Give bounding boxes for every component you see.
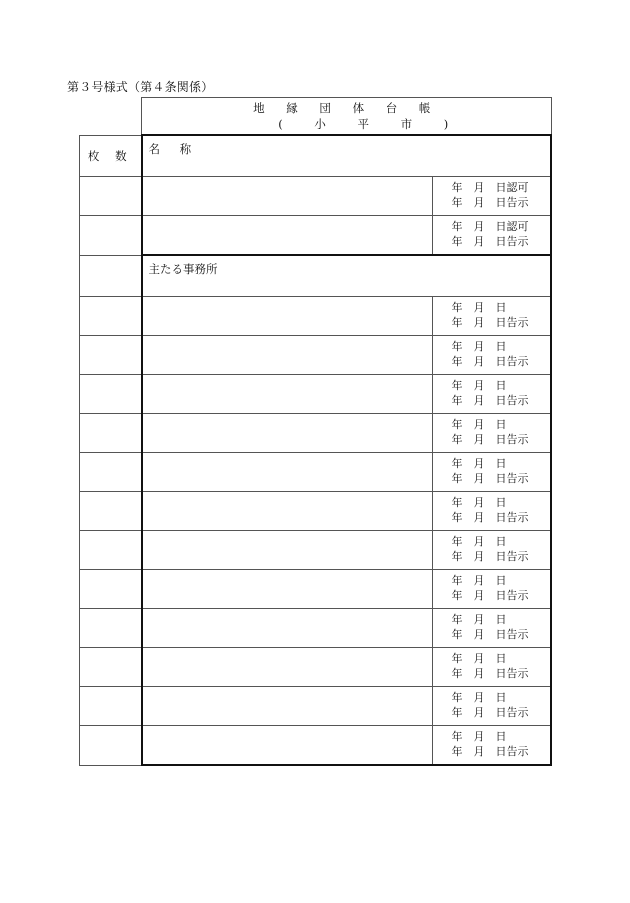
date-cell[interactable] — [433, 492, 551, 531]
count-cell[interactable] — [80, 609, 142, 648]
form-caption: 第３号様式（第４条関係） — [67, 80, 214, 94]
name-label: 名 称 — [148, 142, 200, 156]
register-entry-row — [80, 570, 552, 609]
date-cell[interactable] — [433, 336, 551, 375]
date-cell[interactable] — [433, 648, 551, 687]
date-line: 年 月 日 — [451, 574, 507, 587]
date-line: 年 月 日 — [451, 691, 507, 704]
notice-date-line: 年 月 日告示 — [451, 628, 529, 641]
count-cell[interactable] — [80, 687, 142, 726]
entry-cell[interactable] — [142, 531, 433, 570]
notice-date-line: 年 月 日告示 — [451, 550, 529, 563]
date-cell[interactable] — [433, 687, 551, 726]
date-line: 年 月 日 — [451, 457, 507, 470]
notice-date-line: 年 月 日告示 — [451, 235, 529, 248]
register-entry-row — [80, 216, 552, 256]
register-city: ( 小 平 市 ) — [278, 117, 463, 131]
title-row — [80, 98, 552, 136]
entry-cell[interactable] — [142, 726, 433, 766]
entry-cell[interactable] — [142, 453, 433, 492]
register-entry-row — [80, 609, 552, 648]
count-cell[interactable] — [80, 255, 142, 297]
entry-cell[interactable] — [142, 216, 433, 256]
count-cell[interactable] — [80, 177, 142, 216]
office-label: 主たる事務所 — [148, 262, 218, 276]
entry-cell[interactable] — [142, 414, 433, 453]
entry-cell[interactable] — [142, 570, 433, 609]
count-cell[interactable] — [80, 297, 142, 336]
entry-cell[interactable] — [142, 297, 433, 336]
count-cell[interactable] — [80, 492, 142, 531]
date-cell[interactable] — [433, 531, 551, 570]
count-cell[interactable] — [80, 336, 142, 375]
notice-date-line: 年 月 日告示 — [451, 196, 529, 209]
entry-cell[interactable] — [142, 375, 433, 414]
register-entry-row — [80, 177, 552, 216]
entry-cell[interactable] — [142, 492, 433, 531]
entry-cell[interactable] — [142, 609, 433, 648]
notice-date-line: 年 月 日告示 — [451, 433, 529, 446]
date-cell[interactable] — [433, 453, 551, 492]
office-field[interactable] — [142, 255, 552, 297]
count-cell[interactable] — [80, 648, 142, 687]
count-cell[interactable] — [80, 414, 142, 453]
count-cell[interactable] — [80, 375, 142, 414]
notice-date-line: 年 月 日告示 — [451, 355, 529, 368]
entry-cell[interactable] — [142, 687, 433, 726]
count-cell[interactable] — [80, 570, 142, 609]
count-cell[interactable] — [80, 216, 142, 256]
notice-date-line: 年 月 日告示 — [451, 472, 529, 485]
date-cell[interactable] — [433, 570, 551, 609]
register-entry-row — [80, 297, 552, 336]
date-line: 年 月 日 — [451, 340, 507, 353]
date-cell[interactable] — [433, 297, 551, 336]
register-entry-row — [80, 687, 552, 726]
register-entry-row — [80, 414, 552, 453]
date-line: 年 月 日 — [451, 301, 507, 314]
entry-cell[interactable] — [142, 336, 433, 375]
date-cell[interactable] — [433, 414, 551, 453]
date-cell[interactable] — [433, 609, 551, 648]
count-cell[interactable] — [80, 726, 142, 766]
entry-cell[interactable] — [142, 177, 433, 216]
date-line: 年 月 日 — [451, 613, 507, 626]
date-cell[interactable] — [433, 726, 551, 766]
register-entry-row — [80, 531, 552, 570]
register-form — [79, 97, 552, 766]
date-line: 年 月 日 — [451, 652, 507, 665]
date-cell[interactable] — [433, 177, 551, 216]
office-row — [80, 255, 552, 297]
notice-date-line: 年 月 日告示 — [451, 394, 529, 407]
register-entry-row — [80, 375, 552, 414]
register-table — [79, 97, 552, 766]
date-line: 年 月 日認可 — [451, 181, 529, 194]
notice-date-line: 年 月 日告示 — [451, 667, 529, 680]
date-line: 年 月 日 — [451, 379, 507, 392]
notice-date-line: 年 月 日告示 — [451, 316, 529, 329]
notice-date-line: 年 月 日告示 — [451, 589, 529, 602]
register-title-cell — [142, 98, 552, 136]
notice-date-line: 年 月 日告示 — [451, 511, 529, 524]
date-line: 年 月 日 — [451, 535, 507, 548]
register-entry-row — [80, 336, 552, 375]
count-label: 枚 数 — [80, 135, 142, 177]
count-cell[interactable] — [80, 453, 142, 492]
register-title: 地 縁 団 体 台 帳 — [253, 101, 440, 115]
date-cell[interactable] — [433, 216, 551, 256]
name-row — [80, 135, 552, 177]
date-line: 年 月 日 — [451, 496, 507, 509]
register-entry-row — [80, 726, 552, 766]
register-entry-row — [80, 648, 552, 687]
name-field[interactable] — [142, 135, 552, 177]
notice-date-line: 年 月 日告示 — [451, 745, 529, 758]
date-cell[interactable] — [433, 375, 551, 414]
date-line: 年 月 日認可 — [451, 220, 529, 233]
notice-date-line: 年 月 日告示 — [451, 706, 529, 719]
date-line: 年 月 日 — [451, 730, 507, 743]
date-line: 年 月 日 — [451, 418, 507, 431]
register-entry-row — [80, 492, 552, 531]
register-entry-row — [80, 453, 552, 492]
count-cell[interactable] — [80, 531, 142, 570]
entry-cell[interactable] — [142, 648, 433, 687]
